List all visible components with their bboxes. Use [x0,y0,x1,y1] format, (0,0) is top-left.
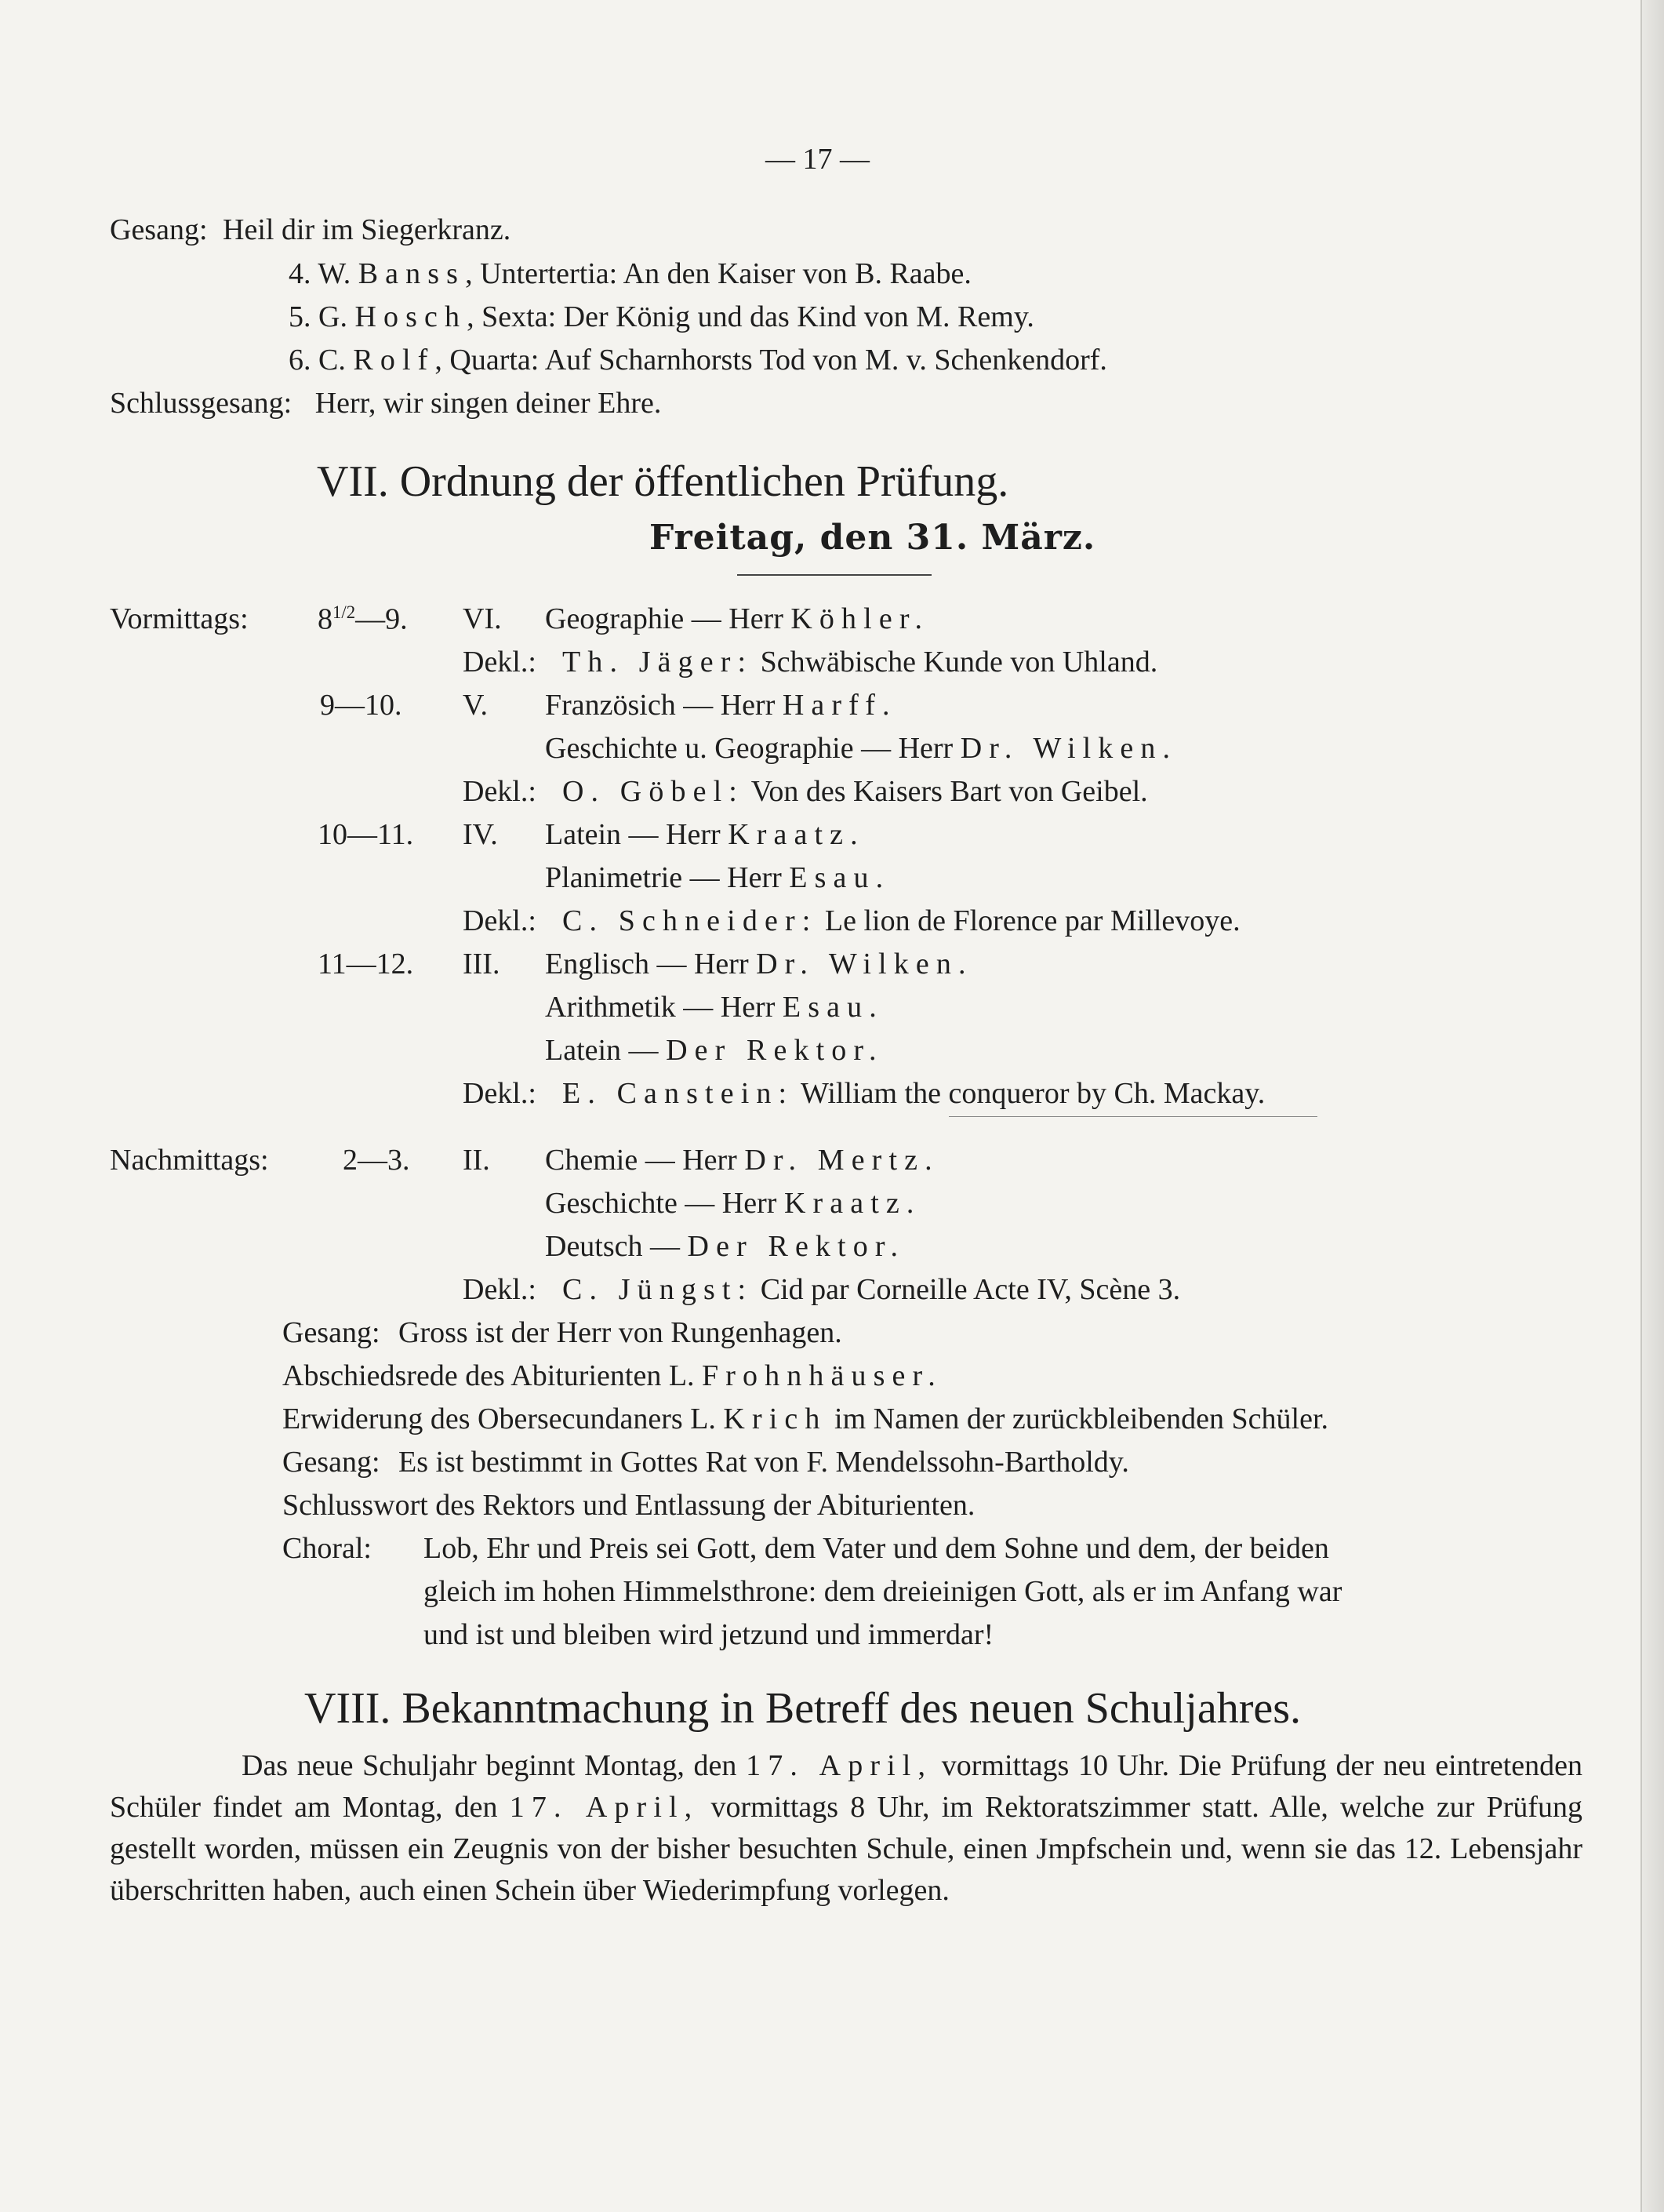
subject: Englisch — Herr [545,948,749,980]
class-label: II. [463,1144,490,1177]
program-item-name: Rolf [353,344,435,377]
gesang-line [110,215,510,245]
subject: Latein — Herr [545,818,721,851]
dekl-line [562,647,1157,677]
teacher: Kraatz. [783,1187,921,1220]
class-label: III. [463,948,500,980]
subject: Latein — [545,1034,659,1067]
class-label: IV. [463,818,498,851]
announcement-paragraph [110,1745,1582,1912]
subject: Französich — Herr [545,689,776,722]
teacher: Esau. [782,991,884,1024]
dekl-text: Von des Kaisers Bart von Geibel. [750,775,1148,808]
teacher: Der Rektor. [687,1230,906,1263]
dekl-student: E. Canstein: [562,1077,794,1110]
subheading-rule [737,574,932,576]
subject-line [545,1188,921,1218]
dekl-line [562,777,1148,806]
time-slot-4: 11—12. [318,948,414,980]
page-number: — 17 — [765,143,870,176]
obersecundaner-name: Krich [723,1403,827,1435]
time-slot-1 [318,604,408,635]
dekl-student: C. Schneider: [562,904,818,937]
gesang-text: Es ist bestimmt in Gottes Rat von F. Mendelssohn-Bartholdy. [398,1446,1129,1479]
class-label: V. [463,689,489,722]
subject: Planimetrie — Herr [545,861,782,894]
dekl-student: Th. Jäger: [562,646,754,679]
section-7-subheading: Freitag, den 31. März. [649,518,1096,558]
dekl-label: Dekl.: [463,646,536,679]
program-item-text: , Sexta: Der König und das Kind von M. Remy. [467,300,1034,333]
choral-line: gleich im hohen Himmelsthrone: dem dreieinigen Gott, als er im Anfang war [423,1575,1342,1608]
time-fraction: 1/2 [332,602,356,622]
teacher: Dr. Mertz. [744,1144,939,1177]
teacher: Der Rektor. [666,1034,884,1067]
dekl-label: Dekl.: [463,1273,536,1306]
teacher: Harff. [782,689,897,722]
subject-line [545,820,865,850]
dekl-student: O. Göbel: [562,775,744,808]
program-item-text: , Untertertia: An den Kaiser von B. Raabe. [465,257,972,290]
section-8-heading: VIII. Bekanntmachung in Betreff des neuen Schuljahres. [304,1684,1302,1733]
subject-line [545,1035,884,1065]
dekl-line [562,1079,1265,1108]
time-end: —9. [355,602,408,636]
teacher: Kraatz. [728,818,865,851]
dekl-text: William the conqueror by Ch. Mackay. [801,1077,1266,1110]
page-binding-edge [1640,0,1664,2212]
dekl-label: Dekl.: [463,1077,536,1110]
abiturient-name: Frohnhäuser. [702,1359,943,1392]
subject: Geographie — Herr [545,602,783,635]
subject-line [545,1145,939,1175]
program-item-name: Banss [358,257,466,290]
dekl-student: C. Jüngst: [562,1273,754,1306]
announcement-date: 17. April, [509,1791,699,1824]
dekl-text: Schwäbische Kunde von Uhland. [760,646,1158,679]
vormittags-label: Vormittags: [110,602,249,635]
gesang-label: Gesang: [282,1316,380,1349]
schlussgesang-label: Schlussgesang: [110,387,292,420]
nachmittags-label: Nachmittags: [110,1144,269,1177]
subject: Geschichte — Herr [545,1187,777,1220]
time-slot-5: 2—3. [343,1144,410,1177]
subject-line [545,733,1177,763]
abschiedsrede-text: Abschiedsrede des Abiturienten L. [282,1359,695,1392]
abschiedsrede-line [282,1361,943,1391]
choral-line: Lob, Ehr und Preis sei Gott, dem Vater und dem Sohne und dem, der beiden [423,1532,1329,1565]
announcement-text: vormittags 10 Uhr. Die Prüfung der neu eintretenden Schüler findet am Montag, den [110,1749,1583,1824]
erwiderung-text: Erwiderung des Obersecundaners L. [282,1403,716,1435]
closing-gesang-2 [282,1447,1129,1477]
program-item [289,345,1107,375]
program-item-text: , Quarta: Auf Scharnhorsts Tod von M. v. Schenkendorf. [434,344,1107,377]
teacher: Dr. Wilken. [960,732,1178,765]
teacher: Dr. Wilken. [756,948,973,980]
subject-line [545,690,897,720]
dekl-line [562,1275,1180,1304]
subject-line [545,992,884,1022]
subject: Chemie — Herr [545,1144,737,1177]
class-label: VI. [463,602,502,635]
schlussgesang-line [110,388,661,418]
time-slot-2: 9—10. [320,689,402,722]
dekl-text: Le lion de Florence par Millevoye. [824,904,1241,937]
gesang-text: Heil dir im Siegerkranz. [223,213,511,246]
dekl-text: Cid par Corneille Acte IV, Scène 3. [760,1273,1181,1306]
subject-line [545,949,973,979]
subject: Arithmetik — Herr [545,991,776,1024]
announcement-date: 17. April, [746,1749,933,1782]
gesang-label: Gesang: [110,213,208,246]
subject-line [545,604,929,634]
program-item-name: Hosch [354,300,467,333]
gesang-text: Gross ist der Herr von Rungenhagen. [398,1316,842,1349]
gesang-label: Gesang: [282,1446,380,1479]
subject-line [545,863,890,893]
program-item-number: 6. C. [289,344,346,377]
dekl-label: Dekl.: [463,904,536,937]
subject: Geschichte u. Geographie — Herr [545,732,954,765]
teacher: Köhler. [790,602,930,635]
time-hour: 8 [318,602,332,636]
underline-rule [949,1116,1317,1117]
announcement-text: Das neue Schuljahr beginnt Montag, den [242,1749,737,1782]
section-7-heading: VII. Ordnung der öffentlichen Prüfung. [317,457,1009,506]
program-item [289,259,972,289]
erwiderung-text-end: im Namen der zurückbleibenden Schüler. [834,1403,1328,1435]
subject: Deutsch — [545,1230,681,1263]
choral-label: Choral: [282,1532,372,1565]
dekl-line [562,906,1241,936]
erwiderung-line [282,1404,1328,1434]
subject-line [545,1232,905,1261]
announcement-text: vormittags 8 Uhr, im Rektoratszimmer statt. Alle, welche zur Prüfung gestellt worden, müssen ein Zeugnis von der bisher besuchten Schule, einen Jmpfschein und, wenn sie das 12. Lebensjahr überschritten haben, auch einen Schein über Wiederimpfung vorlegen. [110,1791,1583,1907]
teacher: Esau. [789,861,891,894]
schlussgesang-text: Herr, wir singen deiner Ehre. [314,387,662,420]
program-item-number: 5. G. [289,300,347,333]
closing-gesang-1 [282,1318,842,1348]
dekl-label: Dekl.: [463,775,536,808]
choral-line: und ist und bleiben wird jetzund und immerdar! [423,1618,994,1651]
time-slot-3: 10—11. [318,818,414,851]
schlusswort-line: Schlusswort des Rektors und Entlassung der Abiturienten. [282,1489,976,1522]
program-item [289,302,1034,332]
program-item-number: 4. W. [289,257,351,290]
